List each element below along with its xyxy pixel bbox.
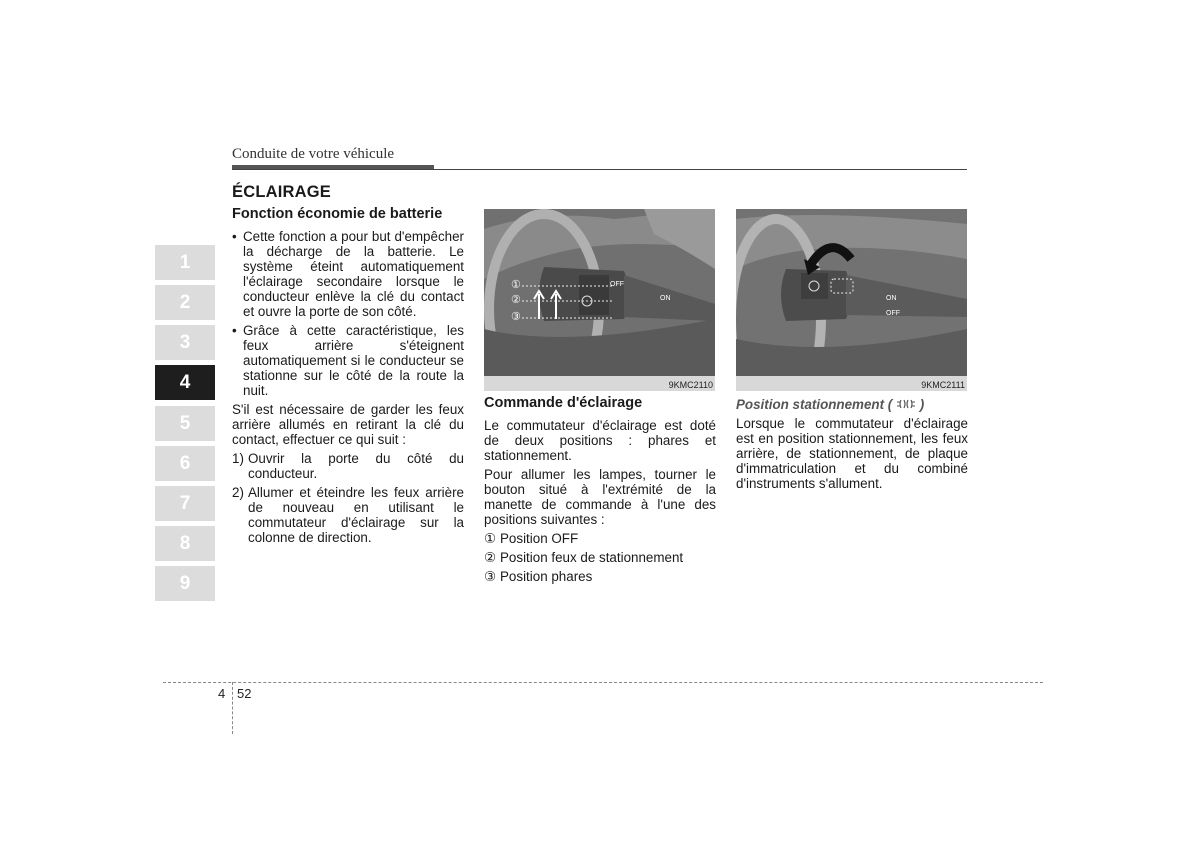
heading-close: ) bbox=[919, 397, 925, 412]
header-rule bbox=[232, 169, 967, 170]
step-item bbox=[232, 451, 464, 481]
chapter-tab-6[interactable]: 6 bbox=[155, 446, 215, 481]
chapter-tab-8[interactable]: 8 bbox=[155, 526, 215, 561]
column-1 bbox=[232, 229, 464, 549]
on-label: ON bbox=[660, 295, 671, 302]
chapter-tab-4[interactable]: 4 bbox=[155, 365, 215, 400]
position-item bbox=[484, 531, 716, 546]
chapter-tab-3[interactable]: 3 bbox=[155, 325, 215, 360]
paragraph: Le commutateur d'éclairage est doté de deux positions : phares et stationnement. bbox=[484, 418, 716, 463]
parking-light-icon bbox=[896, 398, 916, 410]
parking-position-photo bbox=[736, 209, 967, 391]
paragraph: Pour allumer les lampes, tourner le bouton situé à l'extrémité de la manette de commande à l'une des positions suivantes : bbox=[484, 467, 716, 527]
bullet-item: • Grâce à cette caractéristique, les feux arrière s'éteignent automatiquement si le conducteur se stationne sur le côté de la route la nuit. bbox=[232, 323, 464, 398]
step-item bbox=[232, 485, 464, 545]
off-label: OFF bbox=[886, 310, 900, 317]
off-label: OFF bbox=[610, 281, 624, 288]
step-text: Ouvrir la porte du côté du conducteur. bbox=[248, 451, 464, 481]
footer-page-number: 52 bbox=[237, 686, 252, 701]
chapter-tab-1[interactable]: 1 bbox=[155, 245, 215, 280]
marker-1: ① bbox=[511, 279, 521, 291]
chapter-tab-2[interactable]: 2 bbox=[155, 285, 215, 320]
headlight-control-heading: Commande d'éclairage bbox=[484, 395, 643, 411]
column-2 bbox=[484, 418, 716, 588]
headlight-switch-photo bbox=[484, 209, 715, 391]
step-number: 1) bbox=[232, 451, 244, 466]
chapter-tab-5[interactable]: 5 bbox=[155, 406, 215, 441]
position-number: ② bbox=[484, 550, 497, 565]
footer-chapter-number: 4 bbox=[218, 686, 226, 701]
paragraph: S'il est nécessaire de garder les feux arrière allumés en retirant la clé du contact, effectuer ce qui suit : bbox=[232, 402, 464, 447]
position-item bbox=[484, 569, 716, 584]
footer-divider bbox=[232, 682, 233, 734]
bullet-item: • Cette fonction a pour but d'empêcher la décharge de la batterie. Le système éteint automatiquement l'éclairage secondaire lorsque le conducteur enlève la clé du contact et ouvre la porte de son côté. bbox=[232, 229, 464, 319]
marker-2: ② bbox=[511, 294, 521, 306]
position-item bbox=[484, 550, 716, 565]
running-header: Conduite de votre véhicule bbox=[232, 146, 395, 162]
heading-text: Position stationnement ( bbox=[736, 397, 893, 412]
image-code: 9KMC2111 bbox=[921, 380, 965, 390]
position-number: ① bbox=[484, 531, 497, 546]
column-3 bbox=[736, 416, 968, 495]
on-label: ON bbox=[886, 295, 897, 302]
subsection-title: Fonction économie de batterie bbox=[232, 206, 443, 222]
step-number: 2) bbox=[232, 485, 244, 500]
position-text: Position feux de stationnement bbox=[500, 550, 684, 565]
section-title: ÉCLAIRAGE bbox=[232, 183, 331, 201]
marker-3: ③ bbox=[511, 311, 521, 323]
chapter-tab-7[interactable]: 7 bbox=[155, 486, 215, 521]
position-text: Position phares bbox=[500, 569, 593, 584]
position-number: ③ bbox=[484, 569, 497, 584]
parking-position-heading bbox=[736, 397, 924, 412]
footer-rule bbox=[163, 682, 1043, 683]
paragraph: Lorsque le commutateur d'éclairage est en position stationnement, les feux arrière, de stationnement, de plaque d'immatriculation et du combiné d'instruments s'allument. bbox=[736, 416, 968, 491]
image-code: 9KMC2110 bbox=[668, 380, 713, 390]
step-text: Allumer et éteindre les feux arrière de nouveau en utilisant le commutateur d'éclairage sur la colonne de direction. bbox=[248, 485, 464, 545]
chapter-tab-9[interactable]: 9 bbox=[155, 566, 215, 601]
position-text: Position OFF bbox=[500, 531, 579, 546]
